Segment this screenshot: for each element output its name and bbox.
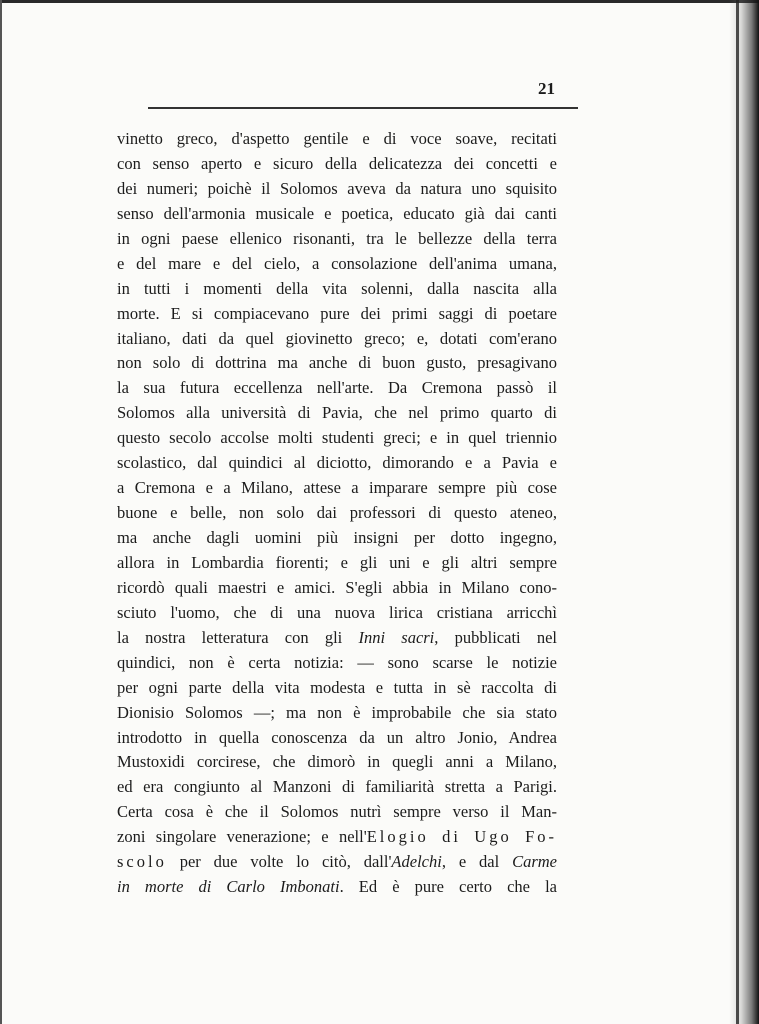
text-segment: a Cremona e a Milano, attese a imparare sempre più cose bbox=[117, 478, 557, 498]
text-segment: e del mare e del cielo, a consolazione dell'anima umana, bbox=[117, 253, 557, 273]
text-segment: ricordò quali maestri e amici. S'egli abbia in Milano cono- bbox=[117, 577, 557, 597]
text-segment: . Ed è pure certo che la bbox=[339, 877, 557, 897]
text-line bbox=[117, 327, 557, 352]
text-segment: con senso aperto e sicuro della delicatezza dei concetti e bbox=[117, 153, 557, 173]
text-segment: in ogni paese ellenico risonanti, tra le bellezze della terra bbox=[117, 228, 557, 248]
text-segment: allora in Lombardia fiorenti; e gli uni e gli altri sempre bbox=[117, 552, 557, 572]
book-spine-shadow bbox=[736, 0, 739, 1024]
text-segment: vinetto greco, d'aspetto gentile e di voce soave, recitati bbox=[117, 129, 557, 148]
text-segment: ed era congiunto al Manzoni di familiarità stretta a Parigi. bbox=[117, 777, 557, 797]
text-line bbox=[117, 227, 557, 252]
text-line bbox=[117, 750, 557, 775]
italic-title: Inni sacri bbox=[358, 627, 435, 647]
text-segment: Dionisio Solomos —; ma non è improbabile che sia stato bbox=[117, 702, 557, 722]
text-line bbox=[117, 401, 557, 426]
text-segment: , pubblicati nel bbox=[434, 627, 557, 647]
scan-border-top bbox=[0, 0, 759, 3]
text-line bbox=[117, 476, 557, 501]
text-segment: quindici, non è certa notizia: — sono scarse le notizie bbox=[117, 652, 557, 672]
text-line bbox=[117, 726, 557, 751]
text-segment: non solo di dottrina ma anche di buon gusto, presagivano bbox=[117, 353, 557, 373]
text-line bbox=[117, 451, 557, 476]
text-segment: senso dell'armonia musicale e poetica, educato già dai canti bbox=[117, 203, 557, 223]
text-segment: ma anche dagli uomini più insigni per dotto ingegno, bbox=[117, 528, 557, 547]
text-line bbox=[117, 526, 557, 551]
text-segment: la sua futura eccellenza nell'arte. Da Cremona passò il bbox=[117, 378, 557, 398]
text-segment: scolastico, dal quindici al diciotto, dimorando e a Pavia e bbox=[117, 453, 557, 473]
text-segment: Elogio di Ugo Fo- bbox=[366, 827, 557, 847]
text-line bbox=[117, 850, 557, 875]
italic-title: Adelchi bbox=[391, 852, 442, 872]
text-line bbox=[117, 551, 557, 576]
text-line bbox=[117, 825, 557, 850]
text-line bbox=[117, 875, 557, 900]
scan-border-left bbox=[0, 0, 2, 1024]
text-line bbox=[117, 376, 557, 401]
text-line bbox=[117, 601, 557, 626]
scan-page-edge bbox=[729, 0, 759, 1024]
text-line bbox=[117, 501, 557, 526]
text-line bbox=[117, 202, 557, 227]
text-segment: Certa cosa è che il Solomos nutrì sempre verso il Man- bbox=[117, 802, 557, 822]
text-line bbox=[117, 800, 557, 825]
italic-title: Carme bbox=[512, 852, 557, 872]
italic-title: in morte di Carlo Imbonati bbox=[117, 877, 340, 897]
text-line bbox=[117, 626, 557, 651]
text-segment: introdotto in quella conoscenza da un altro Jonio, Andrea bbox=[117, 727, 557, 747]
text-segment: per due volte lo citò, dall' bbox=[166, 852, 392, 872]
text-segment: scolo bbox=[117, 852, 167, 872]
text-segment: dei numeri; poichè il Solomos aveva da natura uno squisito bbox=[117, 178, 557, 198]
text-line bbox=[117, 676, 557, 701]
text-line bbox=[117, 252, 557, 277]
header-rule bbox=[148, 107, 578, 109]
text-segment: sciuto l'uomo, che di una nuova lirica cristiana arricchì bbox=[117, 602, 557, 622]
text-segment: la nostra letteratura con gli bbox=[117, 627, 359, 647]
text-segment: zoni singolare venerazione; e nell' bbox=[117, 827, 367, 847]
text-line bbox=[117, 351, 557, 376]
text-segment: Mustoxidi corcirese, che dimorò in quegli anni a Milano, bbox=[117, 752, 557, 772]
text-line bbox=[117, 152, 557, 177]
body-text bbox=[117, 127, 557, 900]
text-line bbox=[117, 302, 557, 327]
text-line bbox=[117, 576, 557, 601]
text-segment: Solomos alla università di Pavia, che nel primo quarto di bbox=[117, 403, 557, 423]
text-segment: , e dal bbox=[441, 852, 513, 872]
page-number: 21 bbox=[538, 79, 555, 98]
text-line bbox=[117, 426, 557, 451]
text-line bbox=[117, 127, 557, 152]
text-segment: per ogni parte della vita modesta e tutta in sè raccolta di bbox=[117, 677, 557, 697]
text-line bbox=[117, 177, 557, 202]
text-segment: morte. E si compiacevano pure dei primi saggi di poetare bbox=[117, 303, 557, 323]
text-line bbox=[117, 701, 557, 726]
text-segment: in tutti i momenti della vita solenni, dalla nascita alla bbox=[117, 278, 557, 298]
text-segment: italiano, dati da quel giovinetto greco; e, dotati com'erano bbox=[117, 328, 557, 348]
text-line bbox=[117, 651, 557, 676]
text-segment: buone e belle, non solo dai professori di questo ateneo, bbox=[117, 503, 557, 523]
text-segment: questo secolo accolse molti studenti greci; e in quel triennio bbox=[117, 428, 557, 448]
text-line bbox=[117, 277, 557, 302]
text-line bbox=[117, 775, 557, 800]
